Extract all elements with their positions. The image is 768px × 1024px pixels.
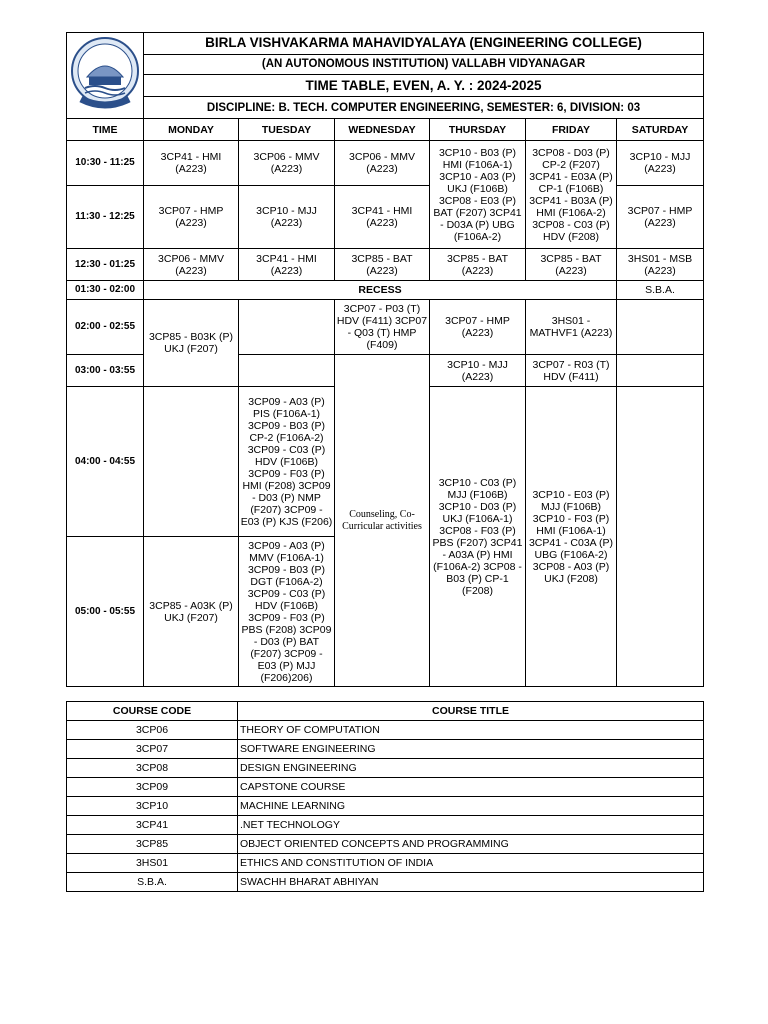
course-title: .NET TECHNOLOGY: [238, 816, 704, 835]
recess-label: RECESS: [144, 281, 617, 300]
table-row: [67, 778, 704, 797]
timetable-title: TIME TABLE, EVEN, A. Y. : 2024-2025: [144, 74, 704, 97]
slot-cell: 3CP07 - P03 (T) HDV (F411) 3CP07 - Q03 (T) HMP (F409): [335, 300, 430, 355]
slot-cell: 3CP10 - MJJ (A223): [239, 186, 335, 249]
slot-cell: [617, 387, 704, 687]
slot-cell: 3CP10 - MJJ (A223): [617, 141, 704, 186]
table-row: [67, 721, 704, 740]
time-slot: 04:00 - 04:55: [67, 387, 144, 537]
slot-cell: 3CP10 - B03 (P) HMI (F106A-1) 3CP10 - A03 (P) UKJ (F106B) 3CP08 - E03 (P) BAT (F207) 3CP41 - D03A (P) UBG (F106A-2): [430, 141, 526, 249]
slot-cell: 3CP06 - MMV (A223): [144, 249, 239, 281]
slot-cell: 3CP41 - HMI (A223): [335, 186, 430, 249]
table-row: [67, 873, 704, 892]
discipline-line: DISCIPLINE: B. TECH. COMPUTER ENGINEERING, SEMESTER: 6, DIVISION: 03: [144, 97, 704, 119]
slot-cell: 3CP10 - MJJ (A223): [430, 355, 526, 387]
table-row: [67, 816, 704, 835]
course-code: 3CP07: [67, 740, 238, 759]
course-table: [66, 701, 704, 892]
time-slot: 01:30 - 02:00: [67, 281, 144, 300]
slot-cell: 3HS01 - MATHVF1 (A223): [526, 300, 617, 355]
slot-cell: 3CP41 - HMI (A223): [239, 249, 335, 281]
slot-cell: 3CP08 - D03 (P) CP-2 (F207) 3CP41 - E03A (P) CP-1 (F106B) 3CP41 - B03A (P) HMI (F106A-2) 3CP08 - C03 (P) HDV (F208): [526, 141, 617, 249]
course-code-header: COURSE CODE: [67, 702, 238, 721]
slot-cell: 3CP85 - BAT (A223): [526, 249, 617, 281]
day-header-thursday: THURSDAY: [430, 119, 526, 141]
day-header-wednesday: WEDNESDAY: [335, 119, 430, 141]
slot-cell: [617, 300, 704, 355]
table-row: [67, 797, 704, 816]
course-title: MACHINE LEARNING: [238, 797, 704, 816]
course-code: 3CP85: [67, 835, 238, 854]
course-title-header: COURSE TITLE: [238, 702, 704, 721]
day-header-friday: FRIDAY: [526, 119, 617, 141]
slot-cell: Counseling, Co-Curricular activities: [335, 355, 430, 687]
slot-cell: 3CP07 - HMP (A223): [430, 300, 526, 355]
time-slot: 12:30 - 01:25: [67, 249, 144, 281]
slot-cell: [239, 355, 335, 387]
time-slot: 05:00 - 05:55: [67, 537, 144, 687]
slot-cell: 3CP09 - A03 (P) MMV (F106A-1) 3CP09 - B03 (P) DGT (F106A-2) 3CP09 - C03 (P) HDV (F106B) 3CP09 - F03 (P) PBS (F208) 3CP09 - D03 (P) BAT (F207) 3CP09 - E03 (P) MJJ (F206)206): [239, 537, 335, 687]
course-title: OBJECT ORIENTED CONCEPTS AND PROGRAMMING: [238, 835, 704, 854]
slot-cell: 3CP85 - A03K (P) UKJ (F207): [144, 537, 239, 687]
course-code: 3CP41: [67, 816, 238, 835]
slot-cell: 3CP85 - BAT (A223): [335, 249, 430, 281]
institution-line: (AN AUTONOMOUS INSTITUTION) VALLABH VIDYANAGAR: [144, 54, 704, 74]
slot-cell: [239, 300, 335, 355]
course-code: 3CP06: [67, 721, 238, 740]
slot-cell: 3HS01 - MSB (A223): [617, 249, 704, 281]
course-title: SWACHH BHARAT ABHIYAN: [238, 873, 704, 892]
course-title: ETHICS AND CONSTITUTION OF INDIA: [238, 854, 704, 873]
course-title: CAPSTONE COURSE: [238, 778, 704, 797]
college-logo: [67, 33, 144, 119]
course-code: 3CP08: [67, 759, 238, 778]
course-title: THEORY OF COMPUTATION: [238, 721, 704, 740]
slot-cell: 3CP07 - R03 (T) HDV (F411): [526, 355, 617, 387]
course-code: 3CP09: [67, 778, 238, 797]
slot-cell: 3CP06 - MMV (A223): [239, 141, 335, 186]
time-slot: 10:30 - 11:25: [67, 141, 144, 186]
slot-cell: 3CP09 - A03 (P) PIS (F106A-1) 3CP09 - B03 (P) CP-2 (F106A-2) 3CP09 - C03 (P) HDV (F106B) 3CP09 - F03 (P) HMI (F208) 3CP09 - D03 (P) NMP (F207) 3CP09 - E03 (P) KJS (F206): [239, 387, 335, 537]
time-slot: 11:30 - 12:25: [67, 186, 144, 249]
slot-cell: 3CP07 - HMP (A223): [144, 186, 239, 249]
table-row: [67, 854, 704, 873]
course-title: DESIGN ENGINEERING: [238, 759, 704, 778]
slot-cell: 3CP41 - HMI (A223): [144, 141, 239, 186]
sba-cell: S.B.A.: [617, 281, 704, 300]
course-code: 3HS01: [67, 854, 238, 873]
time-header: TIME: [67, 119, 144, 141]
slot-cell: 3CP06 - MMV (A223): [335, 141, 430, 186]
day-header-saturday: SATURDAY: [617, 119, 704, 141]
day-header-tuesday: TUESDAY: [239, 119, 335, 141]
college-emblem-icon: [69, 33, 141, 115]
slot-cell: [617, 355, 704, 387]
slot-cell: 3CP85 - B03K (P) UKJ (F207): [144, 300, 239, 387]
slot-cell: 3CP10 - E03 (P) MJJ (F106B) 3CP10 - F03 (P) HMI (F106A-1) 3CP41 - C03A (P) UBG (F106A-2) 3CP08 - A03 (P) UKJ (F208): [526, 387, 617, 687]
course-code: S.B.A.: [67, 873, 238, 892]
slot-cell: 3CP85 - BAT (A223): [430, 249, 526, 281]
timetable: [66, 32, 704, 687]
day-header-monday: MONDAY: [144, 119, 239, 141]
time-slot: 02:00 - 02:55: [67, 300, 144, 355]
course-code: 3CP10: [67, 797, 238, 816]
table-row: [67, 740, 704, 759]
table-row: [67, 759, 704, 778]
slot-cell: [144, 387, 239, 537]
slot-cell: 3CP10 - C03 (P) MJJ (F106B) 3CP10 - D03 (P) UKJ (F106A-1) 3CP08 - F03 (P) PBS (F207) 3CP41 - A03A (P) HMI (F106A-2) 3CP08 - B03 (P) CP-1 (F208): [430, 387, 526, 687]
table-row: [67, 835, 704, 854]
slot-cell: 3CP07 - HMP (A223): [617, 186, 704, 249]
time-slot: 03:00 - 03:55: [67, 355, 144, 387]
college-name: BIRLA VISHVAKARMA MAHAVIDYALAYA (ENGINEERING COLLEGE): [144, 33, 704, 55]
course-title: SOFTWARE ENGINEERING: [238, 740, 704, 759]
